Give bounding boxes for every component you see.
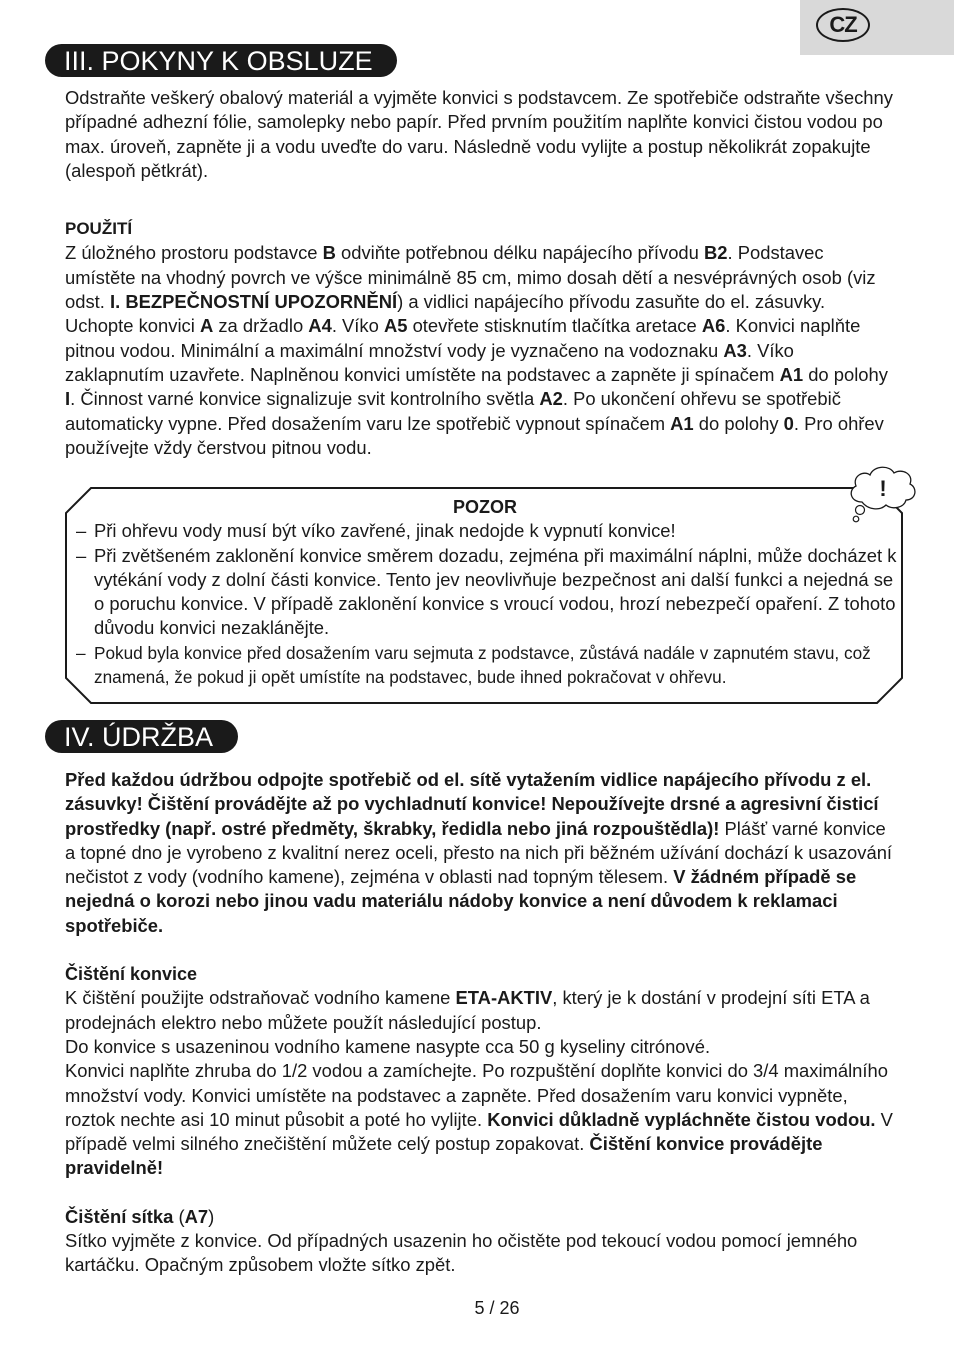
section3-body (65, 86, 895, 460)
language-badge: CZ (816, 8, 870, 42)
sieve-cleaning-heading: Čištění sítka (A7) (65, 1205, 215, 1227)
page-number: 5 / 26 (474, 1298, 520, 1318)
usage-heading: POUŽITÍ (65, 219, 133, 239)
exclamation-thought-icon (840, 462, 920, 528)
intro-paragraph: Odstraňte veškerý obalový materiál a vyjměte konvici s podstavcem. Ze spotřebiče odstraňte všechny případné adhezní fólie, samolepky nebo papír. Před prvním použitím naplňte konvici čistou vodou po max. úroveň, zapněte ji a vodu uveďte do varu. Následně vodu vylijte a postup několikrát zopakujte (alespoň pětkrát). (65, 87, 893, 181)
kettle-cleaning-p1: K čištění použijte odstraňovač vodního kamene ETA-AKTIV, který je k dostání v prodejní síti ETA a prodejnách elektro nebo můžete použít následující postup. (65, 987, 870, 1033)
section-title-operation: III. POKYNY K OBSLUZE (45, 44, 397, 77)
kettle-cleaning-p3: Konvici naplňte zhruba do 1/2 vodou a zamíchejte. Po rozpuštění doplňte konvici do 3/4 maximálního množství vody. Konvici umístěte na podstavec a zapněte. Před dosažením varu konvici vypněte, roztok nechte asi 10 minut působit a poté ho vylijte. Konvici důkladně vypláchněte čistou vodou. V případě velmi silného znečištění můžete celý postup zopakovat. Čištění konvice provádějte pravidelně! (65, 1060, 893, 1179)
section4-body (65, 768, 895, 1278)
usage-paragraph: Z úložného prostoru podstavce B odviňte potřebnou délku napájecího přívodu B2. Podstavec umístěte na vhodný povrch ve výšce minimálně 85 cm, mimo dosah dětí a nesvéprávných osob (viz odst. I. BEZPEČNOSTNÍ UPOZORNĚNÍ) a vidlici napájecího přívodu zasuňte do el. zásuvky. Uchopte konvici A za držadlo A4. Víko A5 otevřete stisknutím tlačítka aretace A6. Konvici naplňte pitnou vodou. Minimální a maximální množství vody je vyznačeno na vodoznaku A3. Víko zaklapnutím uzavřete. Naplněnou konvici umístěte na podstavec a zapněte ji spínačem A1 do polohy I. Činnost varné konvice signalizuje svit kontrolního světla A2. Po ukončení ohřevu se spotřebič automaticky vypne. Před dosažením varu lze spotřebič vypnout spínačem A1 do polohy 0. Pro ohřev používejte vždy čerstvou pitnou vodu. (65, 242, 888, 458)
maintenance-intro: Před každou údržbou odpojte spotřebič od el. sítě vytažením vidlice napájecího přívodu z el. zásuvky! Čištění provádějte až po vychladnutí konvice! Nepoužívejte drsné a agresivní čisticí prostředky (např. ostré předměty, škrabky, ředidla nebo jiná rozpouštědla)! Plášť varné konvice a topné dno je vyrobeno z kvalitní nerez oceli, přesto na nich při běžném užívání dochází k usazování nečistot z vody (vodního kamene), zejména v oblasti nad topným tělesem. V žádném případě se nejedná o korozi nebo jinou vadu materiálu nádoby konvice a není důvodem k reklamaci spotřebiče. (65, 769, 893, 936)
warning-title: POZOR (452, 497, 517, 517)
warning-box (65, 487, 903, 704)
section-title-maintenance: IV. ÚDRŽBA (45, 720, 238, 753)
sieve-cleaning-text: Sítko vyjměte z konvice. Od případných usazenin ho očistěte pod tekoucí vodou pomocí jemného kartáčku. Opačným způsobem vložte sítko zpět. (65, 1230, 858, 1276)
language-tab (800, 0, 954, 55)
kettle-cleaning-p2: Do konvice s usazeninou vodního kamene nasypte cca 50 g kyseliny citrónové. (65, 1035, 711, 1057)
warning-item: – Při zvětšeném zaklonění konvice směrem dozadu, zejména při maximální náplni, může docházet k vytékání vody z dolní části konvice. Tento jev neovlivňuje bezpečnost ani další funkci a nejedná se o poruchu konvice. V případě zaklonění konvice s vroucí vodou, hrozí nebezpečí opaření. Z tohoto důvodu konvici nezaklánějte. (76, 544, 897, 639)
exclamation-mark: ! (879, 476, 887, 501)
kettle-cleaning-heading: Čištění konvice (65, 964, 198, 985)
warning-item: – Při ohřevu vody musí být víko zavřené, jinak nedojde k vypnutí konvice! (76, 520, 676, 542)
warning-item: – Pokud byla konvice před dosažením varu sejmuta z podstavce, zůstává nadále v zapnutém stavu, což znamená, že pokud ji opět umístíte na podstavec, bude ihned pokračovat v ohřevu. (76, 642, 871, 688)
